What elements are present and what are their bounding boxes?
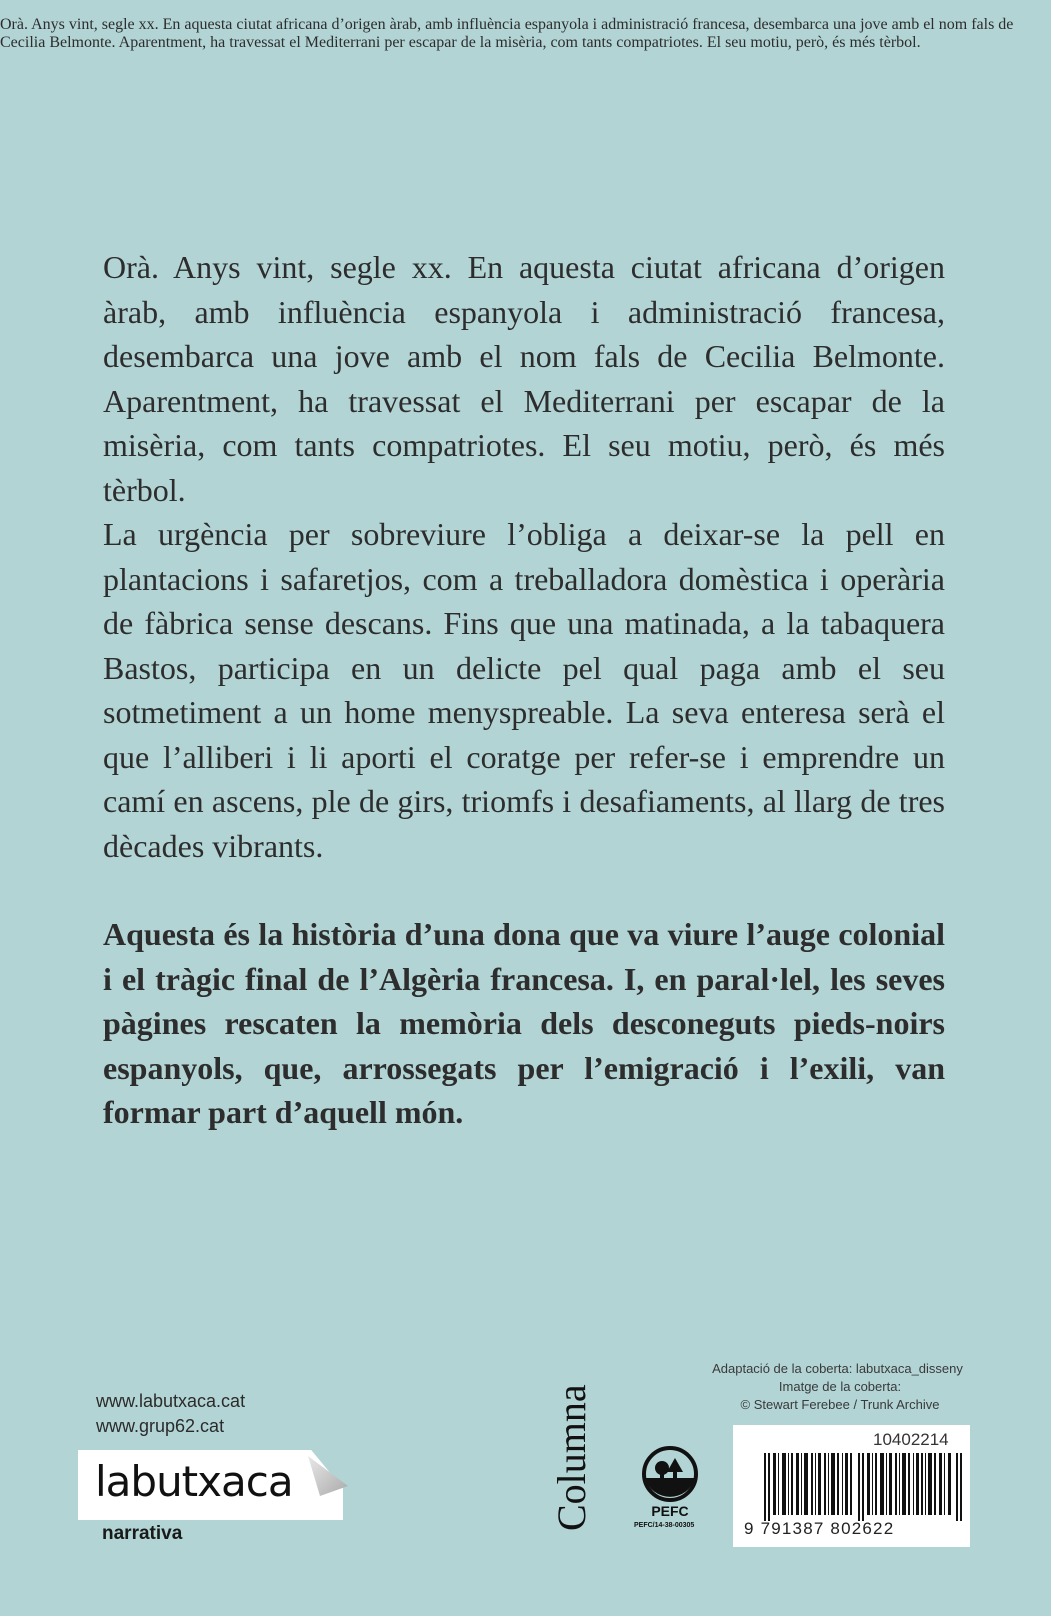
barcode-icon — [764, 1453, 964, 1521]
website-link-labutxaca[interactable]: www.labutxaca.cat — [96, 1391, 246, 1411]
blurb-paragraph-2-block — [103, 512, 945, 868]
cover-image-credit: © Stewart Ferebee / Trunk Archive — [740, 1397, 940, 1412]
pefc-certification-icon — [637, 1444, 703, 1524]
website-link-grup62[interactable]: www.grup62.cat — [96, 1416, 225, 1436]
blurb-text-3: Aquesta és la història d’una dona que va viure l’auge colonial i el tràgic final de l’Algèria francesa. I, en paral·lel, les seves pàgines rescaten la memòria dels desconeguts pieds-noirs espanyols, que, arrossegats per l’emigració i l’exili, van formar part d’aquell món. — [103, 916, 945, 1130]
blurb-text-1: Orà. Anys vint, segle xx. En aquesta ciutat africana d’origen àrab, amb influència espanyola i administració francesa, desembarca una jove amb el nom fals de Cecilia Belmonte. Aparentment, ha travessat el Mediterrani per escapar de la misèria, com tants compatriotes. El seu motiu, però, és més tèrbol. — [103, 249, 945, 508]
blurb-paragraph-3-block — [103, 912, 945, 1135]
labutxaca-logo: labutxaca — [95, 1457, 293, 1506]
blurb-text-1: Orà. Anys vint, segle xx. En aquesta ciutat africana d’origen àrab, amb influència espanyola i administració francesa, desembarca una jove amb el nom fals de Cecilia Belmonte. Aparentment, ha travessat el Mediterrani per escapar de la misèria, com tants compatriotes. El seu motiu, però, és més tèrbol. — [0, 16, 1014, 51]
product-code: 10402214 — [873, 1430, 949, 1449]
collection-label: narrativa — [102, 1523, 183, 1544]
publisher-logo-columna: Columna — [549, 1384, 594, 1531]
pefc-label: PEFC — [651, 1503, 689, 1519]
isbn-number: 9 791387 802622 — [744, 1519, 895, 1538]
cover-adaptation-credit: Adaptació de la coberta: labutxaca_disseny — [712, 1361, 963, 1376]
blurb-paragraph-1-block — [103, 245, 945, 512]
pefc-code: PEFC/14-38-00305 — [634, 1522, 695, 1529]
cover-image-label: Imatge de la coberta: — [778, 1379, 902, 1394]
blurb-text-2: La urgència per sobreviure l’obliga a deixar-se la pell en plantacions i safaretjos, com a treballadora domèstica i operària de fàbrica sense descans. Fins que una matinada, a la tabaquera Bastos, participa en un delicte pel qual paga amb el seu sotmetiment a un home menyspreable. La seva enteresa serà el que l’alliberi i li aporti el coratge per refer-se i emprendre un camí en ascens, ple de girs, triomfs i desafiaments, al llarg de tres dècades vibrants. — [103, 516, 945, 864]
